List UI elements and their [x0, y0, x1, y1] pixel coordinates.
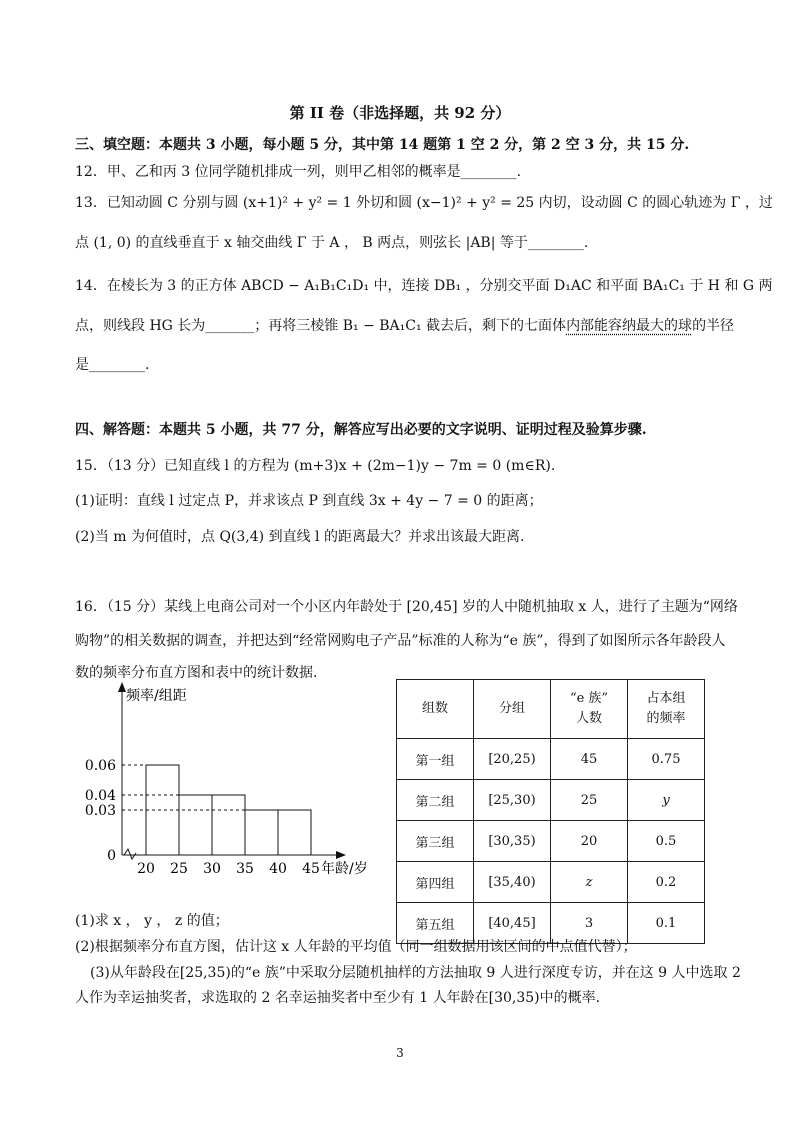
y-tick-label: 0.03 [84, 803, 116, 819]
header-cell: 分组 [474, 680, 551, 739]
question-16-part2: (2)根据频率分布直方图，估计这 x 人年龄的平均值（同一组数据用该区间的中点值代替）； [75, 939, 637, 955]
question-16-line2: 购物”的相关数据的调查，并把达到“经常网购电子产品”标准的人称为“e 族”，得到了如图所示各年龄段人 [75, 633, 726, 649]
table-cell: 0.75 [628, 739, 705, 780]
table-cell: 45 [551, 739, 628, 780]
table-cell: [25,30) [474, 780, 551, 821]
header-cell: 组数 [397, 680, 474, 739]
page-number: 3 [396, 1046, 404, 1060]
table-cell: [20,25) [474, 739, 551, 780]
question-16-part3-line2: 人作为幸运抽奖者，求选取的 2 名幸运抽奖者中至少有 1 人年龄在[30,35)中的概率. [75, 990, 601, 1006]
histogram-bar [278, 810, 311, 855]
question-14-line3: 是________. [75, 357, 150, 373]
question-15-part1: (1)证明：直线 l 过定点 P，并求该点 P 到直线 3x + 4y − 7 = 0 的距离； [75, 493, 543, 509]
table-cell: 20 [551, 821, 628, 862]
table-cell: 0.1 [628, 903, 705, 944]
table-row [397, 821, 705, 862]
table-cell: [30,35) [474, 821, 551, 862]
y-tick-label: 0.04 [84, 788, 116, 804]
x-tick-label: 45 [302, 861, 320, 877]
table-cell: 3 [551, 903, 628, 944]
table-cell: z [551, 862, 628, 903]
question-13-line1: 13．已知动圆 C 分别与圆 (x+1)² + y² = 1 外切和圆 (x−1)² + y² = 25 内切，设动圆 C 的圆心轨迹为 Γ ，过 [75, 195, 773, 211]
y-tick-label: 0.06 [84, 758, 116, 774]
question-16-line3: 数的频率分布直方图和表中的统计数据. [75, 665, 318, 681]
question-14-line1: 14．在棱长为 3 的正方体 ABCD − A₁B₁C₁D₁ 中，连接 DB₁ ，分别交平面 D₁AC 和平面 BA₁C₁ 于 H 和 G 两 [75, 278, 773, 294]
question-15: 15．（13 分）已知直线 l 的方程为 (m+3)x + (2m−1)y − 7m = 0 (m∈R). [75, 458, 556, 474]
y-axis-label: 频率/组距 [126, 688, 187, 704]
table-row [397, 780, 705, 821]
table-cell: 第四组 [397, 862, 474, 903]
q14-text-a: 点，则线段 HG 长为_______；再将三棱锥 B₁ − BA₁C₁ 截去后，剩下的七面体 [75, 318, 567, 334]
section-3-header: 三、填空题：本题共 3 小题，每小题 5 分，其中第 14 题第 1 空 2 分，第 2 空 3 分，共 15 分. [75, 137, 690, 153]
table-cell: 0.5 [628, 821, 705, 862]
header-cell: 占本组 的频率 [628, 680, 705, 739]
table-cell: 25 [551, 780, 628, 821]
x-tick-label: 40 [269, 861, 287, 877]
x-axis-arrow [336, 851, 346, 859]
x-axis-label: 年龄/岁 [321, 861, 368, 877]
x-tick-label: 20 [137, 861, 155, 877]
table-cell: 第五组 [397, 903, 474, 944]
histogram-bar [179, 795, 212, 855]
table-cell: 第三组 [397, 821, 474, 862]
histogram-bar [245, 810, 278, 855]
y-axis-arrow [118, 682, 126, 692]
question-16-line1: 16．（15 分）某线上电商公司对一个小区内年龄处于 [20,45] 岁的人中随机抽取 x 人，进行了主题为“网络 [75, 599, 738, 615]
x-tick-label: 25 [170, 861, 188, 877]
y-tick-label: 0 [107, 848, 116, 864]
histogram-bar [146, 765, 179, 855]
table-cell: [35,40) [474, 862, 551, 903]
x-tick-label: 35 [236, 861, 254, 877]
question-14-line2 [75, 316, 735, 336]
table-row [397, 862, 705, 903]
section-4-header: 四、解答题：本题共 5 小题，共 77 分，解答应写出必要的文字说明、证明过程及验算步骤. [75, 422, 647, 438]
question-13-line2: 点 (1, 0) 的直线垂直于 x 轴交曲线 Γ 于 A ， B 两点，则弦长 |AB| 等于________. [75, 235, 589, 251]
axis-break-mark [124, 849, 136, 859]
statistics-table [396, 679, 705, 944]
table-cell: 第二组 [397, 780, 474, 821]
histogram-chart [70, 680, 390, 880]
q14-emphasis: 内部能容纳最大的球 [566, 318, 693, 334]
table-cell: [40,45] [474, 903, 551, 944]
table-cell: 第一组 [397, 739, 474, 780]
header-cell: “e 族” 人数 [551, 680, 628, 739]
table-row [397, 739, 705, 780]
table-header-row [397, 680, 705, 739]
table-cell: 0.2 [628, 862, 705, 903]
question-16-part1: (1)求 x ， y ， z 的值； [75, 913, 229, 929]
q14-text-c: 的半径 [692, 318, 735, 334]
x-tick-label: 30 [203, 861, 221, 877]
section-title: 第 II 卷（非选择题，共 92 分） [289, 104, 511, 122]
question-15-part2: (2)当 m 为何值时，点 Q(3,4) 到直线 l 的距离最大？并求出该最大距离. [75, 529, 525, 545]
question-16-part3-line1: (3)从年龄段在[25,35)的“e 族”中采取分层随机抽样的方法抽取 9 人进行深度专访，并在这 9 人中选取 2 [90, 965, 741, 981]
table-cell: y [628, 780, 705, 821]
question-12: 12．甲、乙和丙 3 位同学随机排成一列，则甲乙相邻的概率是________. [75, 164, 522, 180]
histogram-bar [212, 795, 245, 855]
